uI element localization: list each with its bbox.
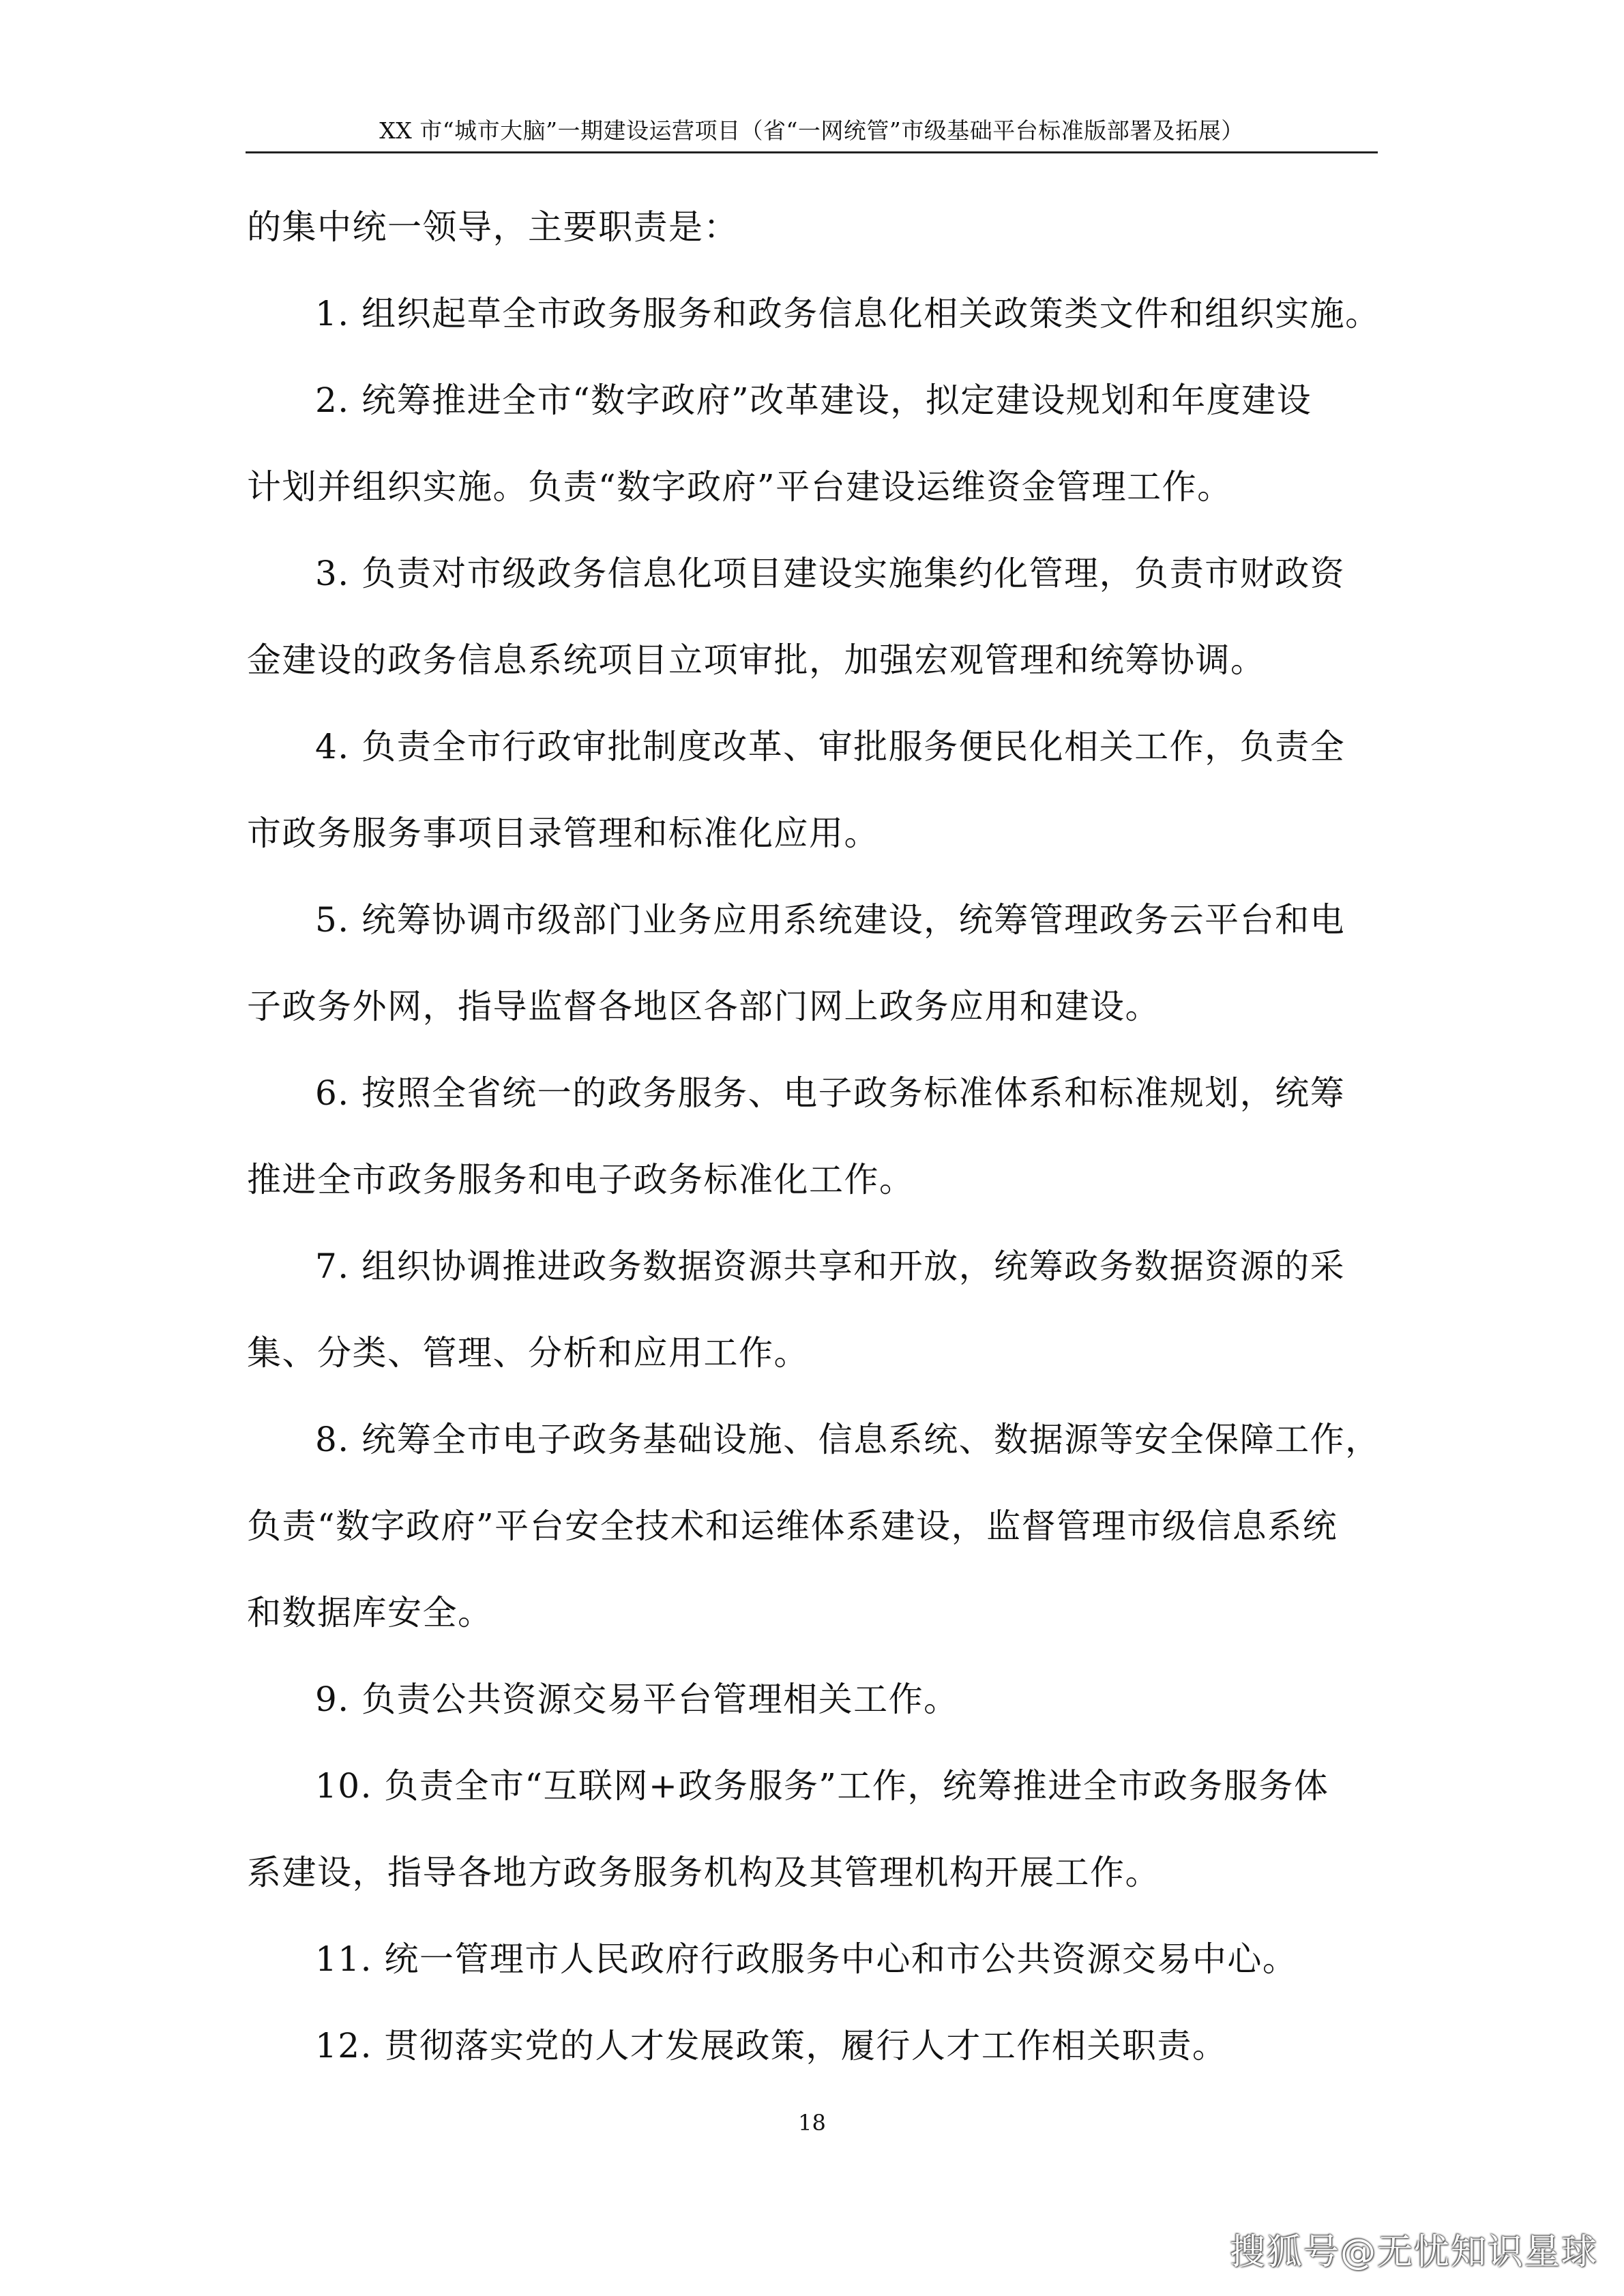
list-item-10: 10. 负责全市“互联网+政务服务”工作，统筹推进全市政务服务体 [315,1766,1329,1806]
list-item-6-continued: 推进全市政务服务和电子政务标准化工作。 [247,1160,915,1199]
list-item-9: 9. 负责公共资源交易平台管理相关工作。 [315,1680,959,1719]
list-item-8: 8. 统筹全市电子政务基础设施、信息系统、数据源等安全保障工作， [315,1420,1381,1459]
list-item-6: 6. 按照全省统一的政务服务、电子政务标准体系和标准规划，统筹 [315,1073,1346,1113]
list-item-8-continued: 和数据库安全。 [247,1593,493,1632]
list-item-10-continued: 系建设，指导各地方政务服务机构及其管理机构开展工作。 [247,1853,1160,1892]
page-number: 18 [798,2110,826,2136]
list-item-7-continued: 集、分类、管理、分析和应用工作。 [247,1333,809,1373]
list-item-2-continued: 计划并组织实施。负责“数字政府”平台建设运维资金管理工作。 [247,467,1232,507]
list-item-1: 1. 组织起草全市政务服务和政务信息化相关政策类文件和组织实施。 [315,294,1381,333]
list-item-7: 7. 组织协调推进政务数据资源共享和开放，统筹政务数据资源的采 [315,1247,1346,1286]
watermark: 搜狐号@无忧知识星球 [1229,2232,1598,2273]
paragraph-line: 的集中统一领导，主要职责是： [247,207,739,247]
list-item-5-continued: 子政务外网，指导监督各地区各部门网上政务应用和建设。 [247,987,1160,1026]
running-header: XX 市“城市大脑”一期建设运营项目（省“一网统管”市级基础平台标准版部署及拓展） [379,117,1244,144]
list-item-3-continued: 金建设的政务信息系统项目立项审批，加强宏观管理和统筹协调。 [247,640,1266,680]
list-item-2: 2. 统筹推进全市“数字政府”改革建设，拟定建设规划和年度建设 [315,381,1312,420]
list-item-11: 11. 统一管理市人民政府行政服务中心和市公共资源交易中心。 [315,1939,1298,1979]
list-item-3: 3. 负责对市级政务信息化项目建设实施集约化管理，负责市财政资 [315,554,1346,593]
header-divider [246,151,1378,153]
list-item-5: 5. 统筹协调市级部门业务应用系统建设，统筹管理政务云平台和电 [315,900,1346,940]
list-item-8-continued: 负责“数字政府”平台安全技术和运维体系建设，监督管理市级信息系统 [247,1506,1338,1546]
list-item-4: 4. 负责全市行政审批制度改革、审批服务便民化相关工作，负责全 [315,727,1346,766]
list-item-12: 12. 贯彻落实党的人才发展政策，履行人才工作相关职责。 [315,2026,1228,2066]
list-item-4-continued: 市政务服务事项目录管理和标准化应用。 [247,814,879,853]
